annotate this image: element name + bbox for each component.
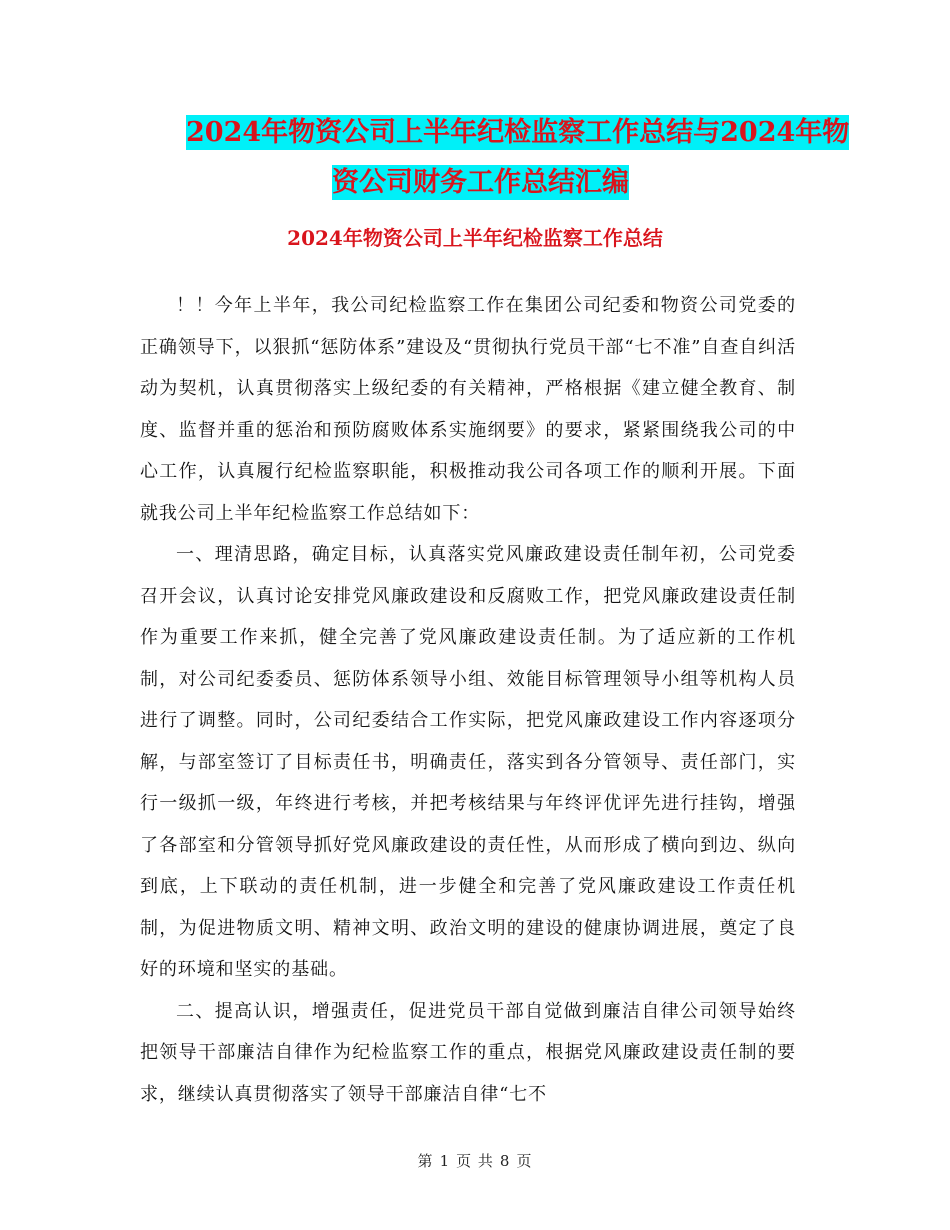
section-title: 2024年物资公司上半年纪检监察工作总结: [287, 226, 663, 250]
document-title: [140, 108, 850, 208]
footer-middle: 页 共: [456, 1152, 494, 1170]
title-line-1: [140, 108, 850, 158]
title-line-2: [140, 158, 810, 208]
footer-total-pages: 8: [499, 1152, 511, 1170]
footer-page-number: 1: [439, 1152, 451, 1170]
paragraph-intro: ！！今年上半年，我公司纪检监察工作在集团公司纪委和物资公司党委的正确领导下，以狠抓“惩防体系”建设及“贯彻执行党员干部“七不准”自查自纠活动为契机，认真贯彻落实上级纪委的有关精神，严格根据《建立健全教育、制度、监督并重的惩治和预防腐败体系实施纲要》的要求，紧紧围绕我公司的中心工作，认真履行纪检监察职能，积极推动我公司各项工作的顺利开展。下面就我公司上半年纪检监察工作总结如下：: [140, 295, 796, 524]
title-line-2-text: 资公司财务工作总结汇编: [332, 167, 629, 198]
paragraph-section-1: 一、理清思路，确定目标，认真落实党风廉政建设责任制年初，公司党委召开会议，认真讨论安排党风廉政建设和反腐败工作，把党风廉政建设责任制作为重要工作来抓，健全完善了党风廉政建设责任制。为了适应新的工作机制，对公司纪委委员、惩防体系领导小组、效能目标管理领导小组等机构人员进行了调整。同时，公司纪委结合工作实际，把党风廉政建设工作内容逐项分解，与部室签订了目标责任书，明确责任，落实到各分管领导、责任部门，实行一级抓一级，年终进行考核，并把考核结果与年终评优评先进行挂钩，增强了各部室和分管领导抓好党风廉政建设的责任性，从而形成了横向到边、纵向到底，上下联动的责任机制，进一步健全和完善了党风廉政建设工作责任机制，为促进物质文明、精神文明、政治文明的建设的健康协调进展，奠定了良好的环境和坚实的基础。: [140, 544, 796, 980]
page-footer: [0, 1150, 950, 1171]
footer-suffix: 页: [516, 1152, 533, 1170]
footer-prefix: 第: [417, 1152, 434, 1170]
document-body: [140, 285, 796, 1115]
title-line-1-text: 2024年物资公司上半年纪检监察工作总结与2024年物: [186, 117, 850, 148]
paragraph-section-2: 二、提高认识，增强责任，促进党员干部自觉做到廉洁自律公司领导始终把领导干部廉洁自律作为纪检监察工作的重点，根据党风廉政建设责任制的要求，继续认真贯彻落实了领导干部廉洁自律“七不: [140, 1000, 796, 1105]
